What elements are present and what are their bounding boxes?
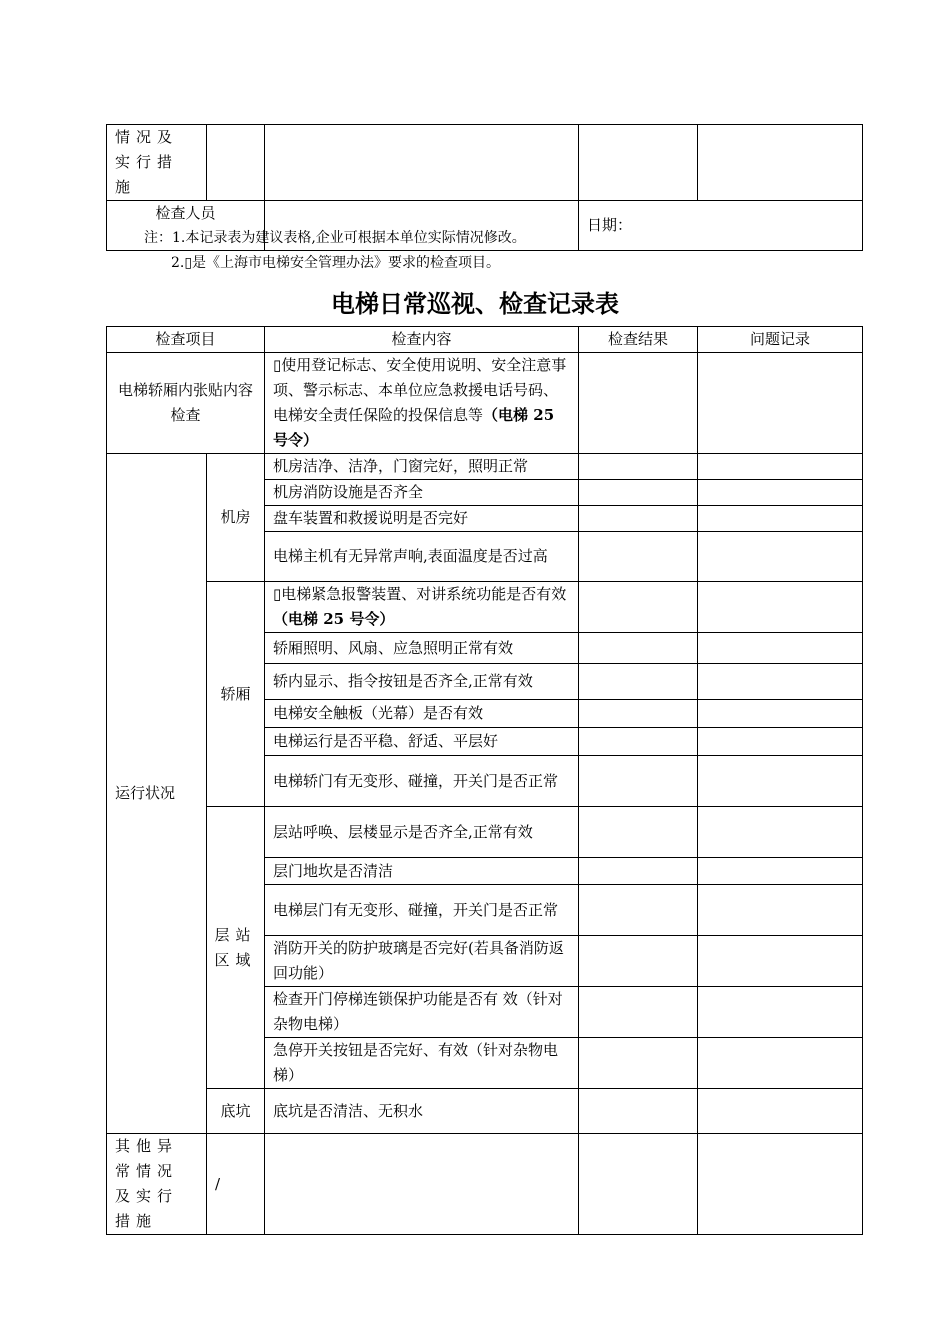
header-row (107, 327, 863, 353)
result-cell (579, 506, 698, 532)
issue-cell (698, 633, 863, 664)
issue-cell (698, 756, 863, 807)
result-cell (579, 1134, 698, 1235)
cell (579, 125, 698, 201)
issue-cell (698, 532, 863, 582)
cell (265, 125, 579, 201)
inspection-table (106, 326, 863, 1235)
result-cell (579, 936, 698, 987)
issue-cell (698, 353, 863, 454)
check-item: 轿内显示、指令按钮是否齐全,正常有效 (265, 664, 579, 700)
check-item: 电梯运行是否平稳、舒适、平层好 (265, 728, 579, 756)
issue-cell (698, 1089, 863, 1134)
table-row (107, 807, 863, 858)
check-item: 电梯安全触板（光幕）是否有效 (265, 700, 579, 728)
other-value: / (207, 1134, 265, 1235)
result-cell (579, 1038, 698, 1089)
issue-cell (698, 700, 863, 728)
check-item: ▯电梯紧急报警装置、对讲系统功能是否有效（电梯 25 号令） (265, 582, 579, 633)
issue-cell (698, 885, 863, 936)
header-result: 检查结果 (579, 327, 698, 353)
issue-cell (698, 506, 863, 532)
check-item: 电梯层门有无变形、碰撞，开关门是否正常 (265, 885, 579, 936)
note-line-1: 注：1.本记录表为建议表格,企业可根据本单位实际情况修改。 (144, 230, 526, 246)
issue-cell (698, 936, 863, 987)
table-row (107, 1089, 863, 1134)
issue-cell (698, 1038, 863, 1089)
header-issue: 问题记录 (698, 327, 863, 353)
result-cell (579, 664, 698, 700)
cell (207, 125, 265, 201)
landing-label: 层站区域 (207, 807, 265, 1089)
result-cell (579, 353, 698, 454)
car-notice-content: ▯使用登记标志、安全使用说明、安全注意事项、警示标志、本单位应急救援电话号码、电梯安全责任保险的投保信息等（电梯 25 号令） (265, 353, 579, 454)
check-item: 层站呼唤、层楼显示是否齐全,正常有效 (265, 807, 579, 858)
inspector-label: 检查人员 (107, 201, 265, 251)
issue-cell (698, 728, 863, 756)
check-item: 机房消防设施是否齐全 (265, 480, 579, 506)
measures-label: 情况及实行措施 (107, 125, 207, 201)
check-item: 盘车装置和救援说明是否完好 (265, 506, 579, 532)
machine-room-label: 机房 (207, 454, 265, 582)
cell (698, 125, 863, 201)
issue-cell (698, 454, 863, 480)
result-cell (579, 987, 698, 1038)
car-notice-label: 电梯轿厢内张贴内容检查 (107, 353, 265, 454)
result-cell (579, 756, 698, 807)
issue-cell (698, 582, 863, 633)
car-label: 轿厢 (207, 582, 265, 807)
page-title: 电梯日常巡视、检查记录表 (331, 290, 619, 318)
operation-label: 运行状况 (107, 454, 207, 1134)
check-item: 消防开关的防护玻璃是否完好(若具备消防返回功能） (265, 936, 579, 987)
result-cell (579, 454, 698, 480)
result-cell (579, 532, 698, 582)
check-item: 检查开门停梯连锁保护功能是否有 效（针对杂物电梯） (265, 987, 579, 1038)
issue-cell (698, 664, 863, 700)
header-item: 检查项目 (107, 327, 265, 353)
other-label: 其他异常情况及实行措施 (107, 1134, 207, 1235)
cell (265, 1134, 579, 1235)
issue-cell (698, 987, 863, 1038)
result-cell (579, 858, 698, 885)
date-label: 日期： (579, 201, 863, 251)
result-cell (579, 1089, 698, 1134)
issue-cell (698, 858, 863, 885)
result-cell (579, 582, 698, 633)
issue-cell (698, 807, 863, 858)
result-cell (579, 728, 698, 756)
table-row (107, 353, 863, 454)
result-cell (579, 633, 698, 664)
result-cell (579, 807, 698, 858)
check-item: 轿厢照明、风扇、应急照明正常有效 (265, 633, 579, 664)
result-cell (579, 885, 698, 936)
check-item: 电梯轿门有无变形、碰撞，开关门是否正常 (265, 756, 579, 807)
table-row (107, 1134, 863, 1235)
check-item: 机房洁净、洁净，门窗完好，照明正常 (265, 454, 579, 480)
check-item: 急停开关按钮是否完好、有效（针对杂物电梯） (265, 1038, 579, 1089)
check-item: 底坑是否清洁、无积水 (265, 1089, 579, 1134)
issue-cell (698, 480, 863, 506)
issue-cell (698, 1134, 863, 1235)
pit-label: 底坑 (207, 1089, 265, 1134)
result-cell (579, 700, 698, 728)
header-content: 检查内容 (265, 327, 579, 353)
table-row (107, 582, 863, 633)
note-line-2: 2.▯是《上海市电梯安全管理办法》要求的检查项目。 (171, 255, 501, 271)
result-cell (579, 480, 698, 506)
table-row (107, 454, 863, 480)
check-item: 电梯主机有无异常声响,表面温度是否过高 (265, 532, 579, 582)
check-item: 层门地坎是否清洁 (265, 858, 579, 885)
